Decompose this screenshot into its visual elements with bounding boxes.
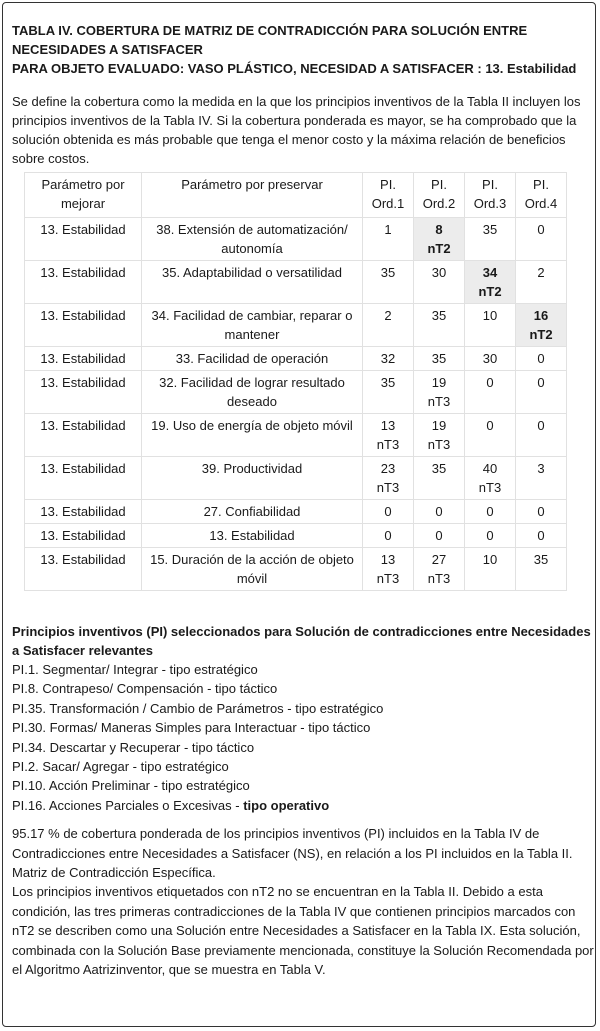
cell-mejorar: 13. Estabilidad <box>25 457 142 500</box>
pi-last-bold: tipo operativo <box>243 797 330 813</box>
title-line-3: PARA OBJETO EVALUADO: VASO PLÁSTICO, NECESIDAD A SATISFACER : 13. Estabilidad <box>12 61 577 76</box>
cell-tag: nT2 <box>478 284 502 299</box>
header-ord4: PI. Ord.4 <box>516 173 567 218</box>
cell-preservar: 38. Extensión de automatización/ autonomía <box>142 218 363 261</box>
cell-mejorar: 13. Estabilidad <box>25 261 142 304</box>
summary-paragraph <box>12 824 594 979</box>
cell-ord1: 2 <box>363 304 414 347</box>
cell-preservar: 27. Confiabilidad <box>142 500 363 524</box>
cell-ord1: 35 <box>363 371 414 414</box>
cell-ord2-highlight <box>414 218 465 261</box>
list-item: PI.8. Contrapeso/ Compensación - tipo táctico <box>12 681 278 697</box>
cell-mejorar: 13. Estabilidad <box>25 347 142 371</box>
cell-ord3-highlight <box>465 261 516 304</box>
title-line-1: TABLA IV. COBERTURA DE MATRIZ DE CONTRADICCIÓN PARA SOLUCIÓN ENTRE <box>12 23 528 38</box>
cell-tag: nT3 <box>376 480 400 495</box>
list-item: PI.34. Descartar y Recuperar - tipo táctico <box>12 739 255 755</box>
cell-mejorar: 13. Estabilidad <box>25 414 142 457</box>
cell-ord2: 35 <box>414 304 465 347</box>
cell-preservar: 39. Productividad <box>142 457 363 500</box>
cell-value: 40 <box>482 461 498 476</box>
cell-ord3: 0 <box>465 500 516 524</box>
document-content <box>12 21 594 980</box>
table-row <box>25 524 567 548</box>
title-line-2: NECESIDADES A SATISFACER <box>12 42 203 57</box>
table-row <box>25 457 567 500</box>
cell-ord3: 10 <box>465 304 516 347</box>
cell-ord4: 0 <box>516 414 567 457</box>
header-mejorar: Parámetro por mejorar <box>25 173 142 218</box>
cell-tag: nT3 <box>376 571 400 586</box>
list-item: PI.35. Transformación / Cambio de Parámetros - tipo estratégico <box>12 700 384 716</box>
cell-ord3: 35 <box>465 218 516 261</box>
pi-heading: Principios inventivos (PI) seleccionados para Solución de contradicciones entre Necesidades a Satisfacer relevantes <box>12 624 591 658</box>
contradiction-table <box>24 172 567 591</box>
cell-mejorar: 13. Estabilidad <box>25 371 142 414</box>
cell-value: 23 <box>380 461 396 476</box>
cell-ord4-highlight <box>516 304 567 347</box>
cell-ord3: 30 <box>465 347 516 371</box>
cell-value: 16 <box>533 308 549 323</box>
table-row <box>25 414 567 457</box>
cell-ord1 <box>363 414 414 457</box>
cell-ord1: 0 <box>363 500 414 524</box>
cell-tag: nT3 <box>427 437 451 452</box>
cell-mejorar: 13. Estabilidad <box>25 304 142 347</box>
header-ord3: PI. Ord.3 <box>465 173 516 218</box>
summary-coverage: 95.17 % de cobertura ponderada de los principios inventivos (PI) incluidos en la Tabla IV de Contradicciones entre Necesidades a Satisfacer (NS), en relación a los PI incluidos en la Tabla II. Matriz de Contradicción Específica. <box>12 826 573 881</box>
cell-tag: nT2 <box>529 327 553 342</box>
cell-ord3: 10 <box>465 548 516 591</box>
cell-preservar: 19. Uso de energía de objeto móvil <box>142 414 363 457</box>
cell-ord1: 1 <box>363 218 414 261</box>
cell-ord3: 0 <box>465 524 516 548</box>
cell-ord2: 0 <box>414 500 465 524</box>
cell-ord4: 0 <box>516 524 567 548</box>
cell-ord3 <box>465 457 516 500</box>
cell-mejorar: 13. Estabilidad <box>25 548 142 591</box>
list-item: PI.10. Acción Preliminar - tipo estratégico <box>12 778 250 794</box>
summary-explanation: Los principios inventivos etiquetados con nT2 no se encuentran en la Tabla II. Debido a esta condición, las tres primeras contradicciones de la Tabla IV que contienen principios marcados con nT2 se describen como una Solución entre Necesidades a Satisfacer en la Tabla IX. Esta solución, combinada con la Solución Base previamente mencionada, constituye la Solución Recomendada por el Algoritmo Aatrizinventor, que se muestra en Tabla V. <box>12 884 594 978</box>
cell-value: 34 <box>482 265 498 280</box>
cell-ord1: 0 <box>363 524 414 548</box>
cell-ord2: 35 <box>414 457 465 500</box>
cell-ord2: 30 <box>414 261 465 304</box>
cell-ord1: 35 <box>363 261 414 304</box>
list-item: PI.30. Formas/ Maneras Simples para Interactuar - tipo táctico <box>12 720 371 736</box>
pi-last-prefix: PI.16. Acciones Parciales o Excesivas - <box>12 797 244 813</box>
cell-ord1: 32 <box>363 347 414 371</box>
cell-ord4: 0 <box>516 371 567 414</box>
cell-value: 19 <box>431 375 447 390</box>
cell-preservar: 34. Facilidad de cambiar, reparar o mantener <box>142 304 363 347</box>
cell-value: 8 <box>435 222 443 237</box>
table-row <box>25 304 567 347</box>
cell-preservar: 13. Estabilidad <box>142 524 363 548</box>
intro-paragraph: Se define la cobertura como la medida en la que los principios inventivos de la Tabla II incluyen los principios inventivos de la Tabla IV. Si la cobertura ponderada es mayor, se ha comprobado que la solución obtenida es más probable que tenga el menor costo y la máxima relación de beneficios sobre costos. <box>12 94 581 166</box>
cell-ord4: 3 <box>516 457 567 500</box>
table-title <box>12 21 594 78</box>
document-frame <box>2 2 596 1027</box>
cell-ord1 <box>363 457 414 500</box>
header-preservar: Parámetro por preservar <box>142 173 363 218</box>
header-ord2: PI. Ord.2 <box>414 173 465 218</box>
table-row <box>25 218 567 261</box>
cell-ord1 <box>363 548 414 591</box>
cell-preservar: 33. Facilidad de operación <box>142 347 363 371</box>
cell-preservar: 35. Adaptabilidad o versatilidad <box>142 261 363 304</box>
list-item: PI.2. Sacar/ Agregar - tipo estratégico <box>12 759 229 775</box>
cell-tag: nT3 <box>376 437 400 452</box>
cell-ord2: 0 <box>414 524 465 548</box>
cell-ord2 <box>414 414 465 457</box>
cell-value: 19 <box>431 418 447 433</box>
cell-ord2 <box>414 371 465 414</box>
cell-mejorar: 13. Estabilidad <box>25 500 142 524</box>
list-item <box>12 796 594 815</box>
cell-ord4: 0 <box>516 218 567 261</box>
cell-ord3: 0 <box>465 371 516 414</box>
cell-preservar: 32. Facilidad de lograr resultado deseado <box>142 371 363 414</box>
table-header-row <box>25 173 567 218</box>
pi-list <box>12 660 594 815</box>
list-item: PI.1. Segmentar/ Integrar - tipo estratégico <box>12 662 258 677</box>
cell-tag: nT2 <box>427 241 451 256</box>
header-ord1: PI. Ord.1 <box>363 173 414 218</box>
cell-mejorar: 13. Estabilidad <box>25 218 142 261</box>
cell-ord2 <box>414 548 465 591</box>
cell-value: 13 <box>380 552 396 567</box>
cell-ord2: 35 <box>414 347 465 371</box>
table-row <box>25 500 567 524</box>
cell-tag: nT3 <box>427 571 451 586</box>
table-row <box>25 371 567 414</box>
cell-mejorar: 13. Estabilidad <box>25 524 142 548</box>
table-row <box>25 548 567 591</box>
cell-ord4: 2 <box>516 261 567 304</box>
table-row <box>25 261 567 304</box>
cell-tag: nT3 <box>427 394 451 409</box>
cell-ord4: 35 <box>516 548 567 591</box>
cell-preservar: 15. Duración de la acción de objeto móvil <box>142 548 363 591</box>
cell-tag: nT3 <box>478 480 502 495</box>
cell-value: 27 <box>431 552 447 567</box>
cell-ord4: 0 <box>516 347 567 371</box>
cell-value: 13 <box>380 418 396 433</box>
cell-ord4: 0 <box>516 500 567 524</box>
cell-ord3: 0 <box>465 414 516 457</box>
table-row <box>25 347 567 371</box>
